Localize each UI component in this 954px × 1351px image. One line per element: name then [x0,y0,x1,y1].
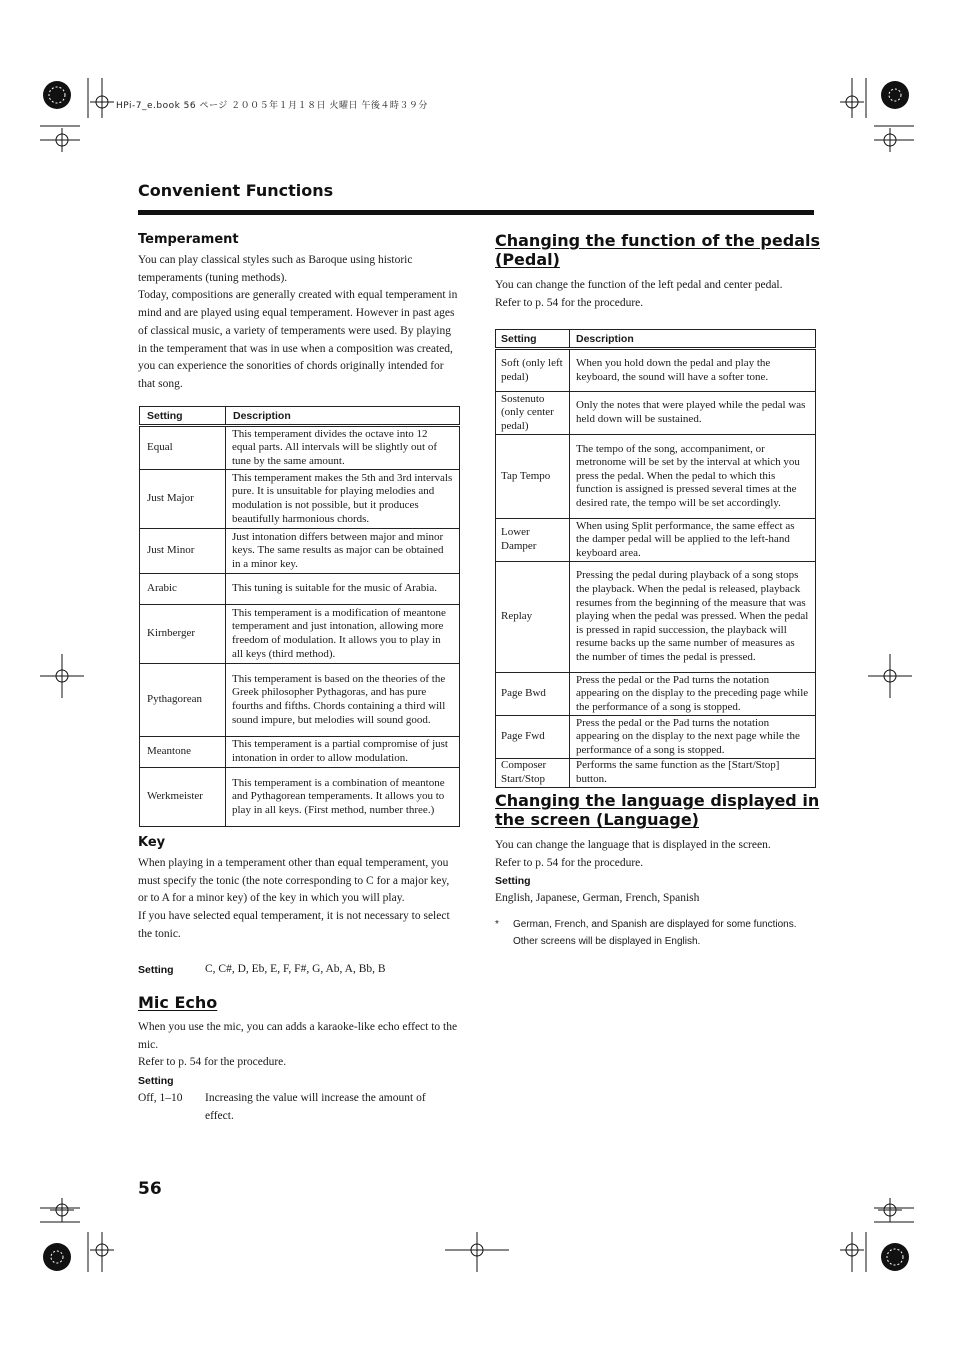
language-note-mark: * [495,919,499,930]
table-row [140,737,460,768]
temperament-body [138,252,460,394]
pedal-paragraph: You can change the function of the left pedal and center pedal. [495,279,783,291]
setting-cell: Meantone [140,737,226,768]
running-head: Convenient Functions [138,181,334,200]
language-body [495,837,817,872]
setting-cell: Pythagorean [140,664,226,737]
column-header-description: Description [570,330,816,349]
running-head-rule [138,210,814,215]
setting-cell: Page Fwd [496,716,570,759]
temperament-heading: Temperament [138,232,239,247]
column-header-setting: Setting [496,330,570,349]
setting-cell: Replay [496,562,570,673]
print-header: HPi-7_e.book 56 ページ ２００５年１月１８日 火曜日 午後４時３９分 [116,101,428,111]
table-row [496,349,816,392]
description-cell: This temperament is a modification of meantone temperament and just intonation, allowing more freedom of modulation. It allows you to play in all keys (third method). [226,605,460,664]
description-cell: Performs the same function as the [Start/Stop] button. [570,759,816,788]
language-note-text: German, French, and Spanish are displayed for some functions. Other screens will be displayed in English. [513,919,797,947]
setting-cell: Soft (only left pedal) [496,349,570,392]
pedal-table [495,329,816,788]
table-row [496,716,816,759]
setting-cell: Arabic [140,574,226,605]
temperament-paragraph: Today, compositions are generally created with equal temperament in mind and are played using equal temperament. However in past ages of classical music, a variety of temperaments were used. By playing in the temperament that was in use when a composition was created, you can experience the sonorities of chords originally intended for that song. [138,289,458,390]
description-cell: Press the pedal or the Pad turns the notation appearing on the display to the preceding page while the performance of a song is stopped. [570,673,816,716]
key-paragraph: When playing in a temperament other than equal temperament, you must specify the tonic (the note corresponding to C for a major key, or to A for a minor key) of the key in which you will play. [138,857,450,905]
description-cell: This temperament is a partial compromise of just intonation in order to allow modulation. [226,737,460,768]
table-row [140,529,460,574]
key-body [138,855,460,944]
language-setting-value: English, Japanese, German, French, Spanish [495,892,700,904]
description-cell: The tempo of the song, accompaniment, or metronome will be set by the interval at which you press the pedal. When the pedal to which this function is assigned is pressed several times at the desired rate, the tempo will be set accordingly. [570,435,816,519]
table-row [496,759,816,788]
table-row [496,562,816,673]
description-cell: When you hold down the pedal and play the keyboard, the sound will have a softer tone. [570,349,816,392]
pedal-heading-line: (Pedal) [495,250,560,269]
pedal-heading-line: Changing the function of the pedals [495,231,820,250]
description-cell: Pressing the pedal during playback of a song stops the playback. When the pedal is released, playback resumes from the beginning of the measure that was playing when the pedal was pressed. When the pedal is pressed in rapid succession, the playback will resume backs up the same number of measures as the number of times the pedal is pressed. [570,562,816,673]
table-row [140,605,460,664]
description-cell: Press the pedal or the Pad turns the notation appearing on the display to the next page while the performance of a song is stopped. [570,716,816,759]
table-row [140,426,460,470]
mic-echo-paragraph: When you use the mic, you can adds a karaoke-like echo effect to the mic. [138,1021,458,1051]
language-setting-label: Setting [495,875,531,887]
language-paragraph: You can change the language that is displayed in the screen. [495,839,771,851]
setting-cell: Kirnberger [140,605,226,664]
table-row [140,470,460,529]
language-heading-line: the screen (Language) [495,810,699,829]
mic-echo-body [138,1019,460,1072]
mic-echo-paragraph: Refer to p. 54 for the procedure. [138,1056,287,1069]
pedal-paragraph: Refer to p. 54 for the procedure. [495,296,644,309]
description-cell: Just intonation differs between major and minor keys. The same results as major can be obtained in a minor key. [226,529,460,574]
pedal-body [495,277,817,312]
key-setting-label: Setting [138,964,174,976]
setting-cell: Just Minor [140,529,226,574]
key-heading: Key [138,835,166,850]
setting-cell: Tap Tempo [496,435,570,519]
setting-cell: Sostenuto (only center pedal) [496,392,570,435]
table-row [140,664,460,737]
mic-echo-setting-label: Setting [138,1075,174,1087]
description-cell: This temperament is based on the theories of the Greek philosopher Pythagoras, and has pure fourths and fifths. Chords containing a third will sound impure, but melodies will sound good. [226,664,460,737]
table-header-row [140,407,460,426]
table-row [140,768,460,827]
description-cell: This temperament divides the octave into 12 equal parts. All intervals will be slightly out of tune by the same amount. [226,426,460,470]
table-row [140,574,460,605]
mic-echo-setting-value: Off, 1–10 [138,1092,183,1104]
temperament-paragraph: You can play classical styles such as Baroque using historic temperaments (tuning methods). [138,254,413,284]
pedal-heading [495,231,820,269]
column-header-description: Description [226,407,460,426]
setting-cell: Equal [140,426,226,470]
table-row [496,392,816,435]
description-cell: This temperament makes the 5th and 3rd intervals pure. It is unsuitable for playing melodies and modulation is not possible, but it produces beautifully harmonious chords. [226,470,460,529]
setting-cell: Page Bwd [496,673,570,716]
table-row [496,673,816,716]
table-header-row [496,330,816,349]
table-row [496,435,816,519]
language-heading-line: Changing the language displayed in [495,791,820,810]
language-paragraph: Refer to p. 54 for the procedure. [495,856,644,869]
description-cell: Only the notes that were played while the pedal was held down will be sustained. [570,392,816,435]
page-number: 56 [138,1179,162,1199]
key-setting-value: C, C#, D, Eb, E, F, F#, G, Ab, A, Bb, B [205,963,386,975]
mic-echo-heading: Mic Echo [138,993,218,1012]
table-row [496,519,816,562]
temperament-table [139,406,460,827]
description-cell: This temperament is a combination of meantone and Pythagorean temperaments. It allows you to play in all keys. (First method, number three.) [226,768,460,827]
setting-cell: Just Major [140,470,226,529]
setting-cell: Werkmeister [140,768,226,827]
setting-cell: Lower Damper [496,519,570,562]
mic-echo-setting-desc: Increasing the value will increase the amount of effect. [205,1092,426,1122]
column-header-setting: Setting [140,407,226,426]
description-cell: When using Split performance, the same effect as the damper pedal will be applied to the left-hand keyboard area. [570,519,816,562]
language-heading [495,791,819,829]
key-paragraph: If you have selected equal temperament, it is not necessary to select the tonic. [138,910,450,940]
setting-cell: Composer Start/Stop [496,759,570,788]
description-cell: This tuning is suitable for the music of Arabia. [226,574,460,605]
